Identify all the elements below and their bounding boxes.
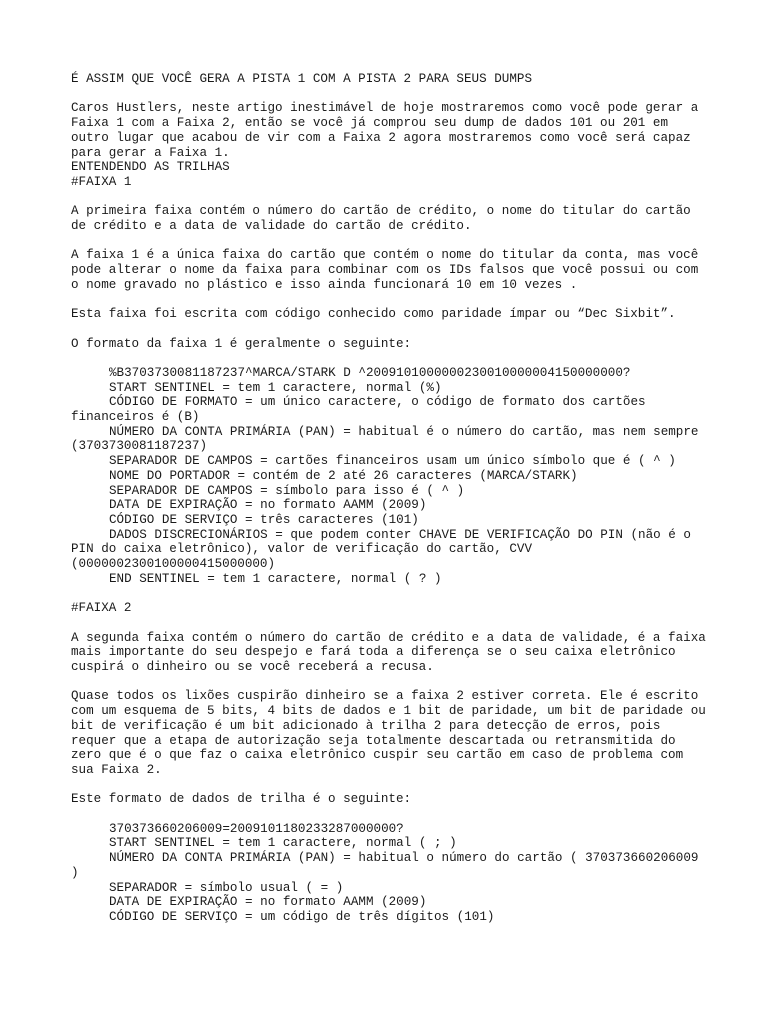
spacer [71,351,711,366]
spacer [71,807,711,822]
track1-holder-name: NOME DO PORTADOR = contém de 2 até 26 caracteres (MARCA/STARK) [109,468,578,483]
document-title: É ASSIM QUE VOCÊ GERA A PISTA 1 COM A PISTA 2 PARA SEUS DUMPS [71,72,533,86]
track1-start-sentinel: START SENTINEL = tem 1 caractere, normal (%) [109,380,442,395]
track1-service-code: CÓDIGO DE SERVIÇO = três caracteres (101) [109,513,419,527]
spacer [71,778,711,793]
track1-heading: #FAIXA 1 [71,174,132,189]
track2-separator: SEPARADOR = símbolo usual ( = ) [109,880,344,895]
document-page [71,72,714,925]
track1-format-code-text: CÓDIGO DE FORMATO = um único caractere, o código de formato dos cartões financeiros é (B) [71,395,654,425]
spacer [71,234,711,249]
spacer [71,322,711,337]
track2-expiration: DATA DE EXPIRAÇÃO = no formato AAMM (2009) [109,895,427,910]
track1-discretionary-text: DADOS DISCRECIONÁRIOS = que podem conter CHAVE DE VERIFICAÇÃO DO PIN (não é o PIN do caixa eletrônico), valor de verificação do cartão, CVV (0000002300100000415000000) [71,527,699,572]
track1-paragraph-1: A primeira faixa contém o número do cartão de crédito, o nome do titular do cartão de crédito e a data de validade do cartão de crédito. [71,204,699,233]
spacer [71,616,711,631]
spacer [71,190,711,205]
spacer [71,587,711,602]
spacer [71,293,711,308]
track2-service-code: CÓDIGO DE SERVIÇO = um código de três dígitos (101) [109,909,495,924]
track1-field-separator-1: SEPARADOR DE CAMPOS = cartões financeiros usam um único símbolo que é ( ^ ) [109,454,676,469]
track1-expiration: DATA DE EXPIRAÇÃO = no formato AAMM (2009) [109,498,427,513]
track2-example: 370373660206009=2009101180233287000000? [109,821,404,836]
track1-paragraph-2: A faixa 1 é a única faixa do cartão que contém o nome do titular da conta, mas você pode alterar o nome da faixa para combinar com os IDs falsos que você possui ou com o nome gravado no plástico e isso ainda funcionará 10 em 10 vezes . [71,248,706,292]
track2-paragraph-1: A segunda faixa contém o número do cartão de crédito e a data de validade, é a faixa mais importante do seu despejo e fará toda a diferença se o seu caixa eletrônico cuspirá o dinheiro ou se você receberá a recusa. [71,630,714,674]
track1-paragraph-4: O formato da faixa 1 é geralmente o seguinte: [71,336,412,351]
section-heading-understanding: ENTENDENDO AS TRILHAS [71,160,230,175]
track2-paragraph-2: Quase todos os lixões cuspirão dinheiro se a faixa 2 estiver correta. Ele é escrito com um esquema de 5 bits, 4 bits de dados e 1 bit de paridade, um bit de paridade ou bit de verificação é um bit adicionado à trilha 2 para detecção de erros, pois requer que a etapa de autorização seja totalmente descartada ou retransmitida do zero que é o que faz o caixa eletrônico cuspir seu cartão em caso de problema com sua Faixa 2. [71,689,714,777]
track2-heading: #FAIXA 2 [71,601,132,616]
spacer [71,675,711,690]
track1-pan-text: NÚMERO DA CONTA PRIMÁRIA (PAN) = habitual é o número do cartão, mas nem sempre (3703730081187237) [71,424,707,454]
track1-end-sentinel: END SENTINEL = tem 1 caractere, normal ( ? ) [109,571,442,586]
track1-discretionary [71,528,711,572]
track1-pan [71,425,711,454]
track2-paragraph-3: Este formato de dados de trilha é o seguinte: [71,792,412,807]
spacer [71,87,711,102]
track2-pan [71,851,711,880]
intro-paragraph: Caros Hustlers, neste artigo inestimável de hoje mostraremos como você pode gerar a Faixa 1 com a Faixa 2, então se você já comprou seu dump de dados 101 ou 201 em outro lugar que acabou de vir com a Faixa 2 agora mostraremos como você será capaz para gerar a Faixa 1. [71,101,706,160]
track1-paragraph-3: Esta faixa foi escrita com código conhecido como paridade ímpar ou “Dec Sixbit”. [71,307,676,322]
track2-pan-text: NÚMERO DA CONTA PRIMÁRIA (PAN) = habitual o número do cartão ( 370373660206009 ) [71,851,707,880]
track2-start-sentinel: START SENTINEL = tem 1 caractere, normal ( ; ) [109,836,457,851]
track1-example: %B3703730081187237^MARCA/STARK D ^2009101000000230010000004150000000? [109,365,631,380]
track1-format-code [71,395,711,424]
track1-field-separator-2: SEPARADOR DE CAMPOS = símbolo para isso é ( ^ ) [109,483,465,498]
